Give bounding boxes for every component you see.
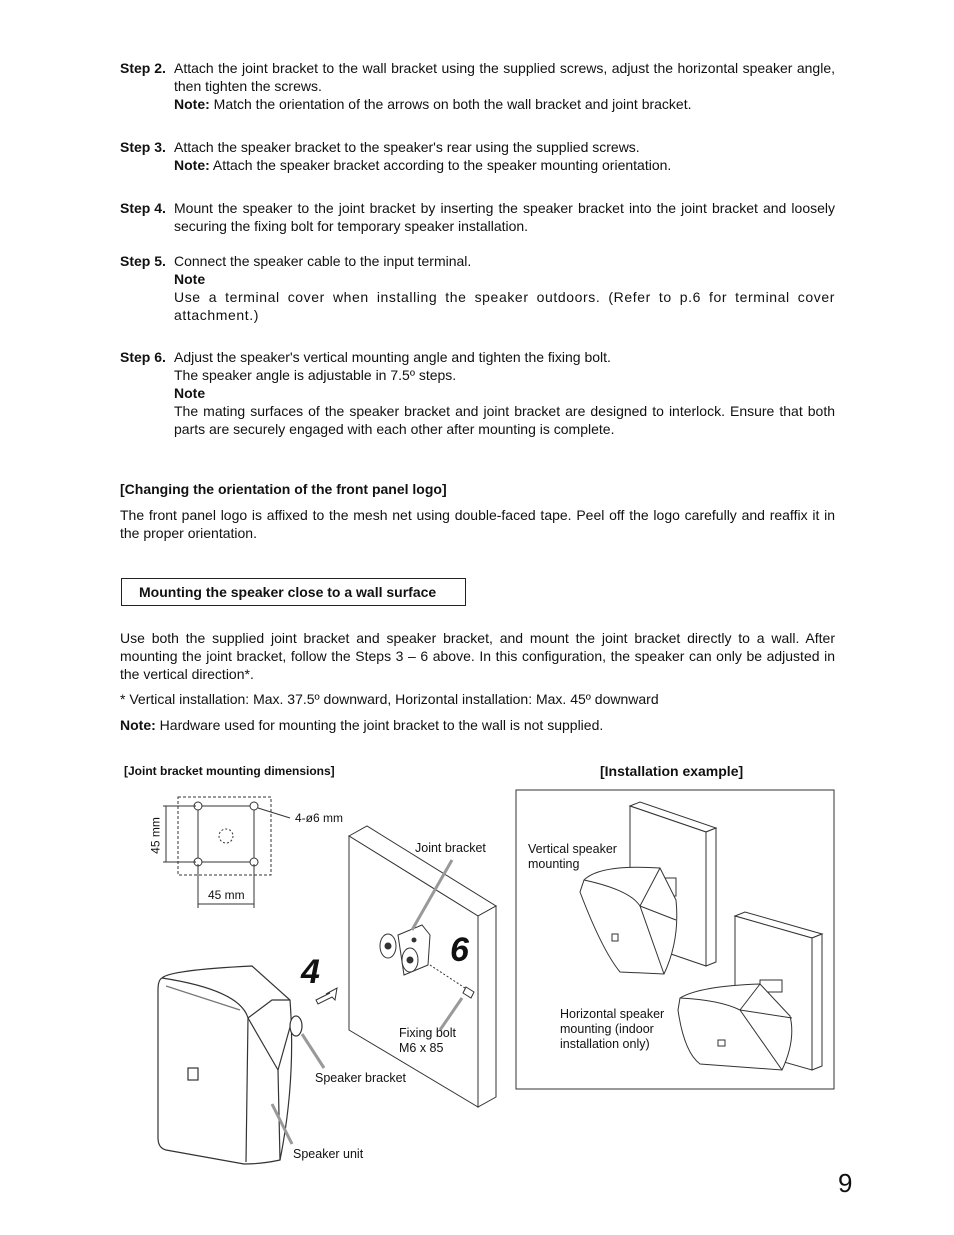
step-3-label: Step 3. [120,139,166,155]
step-5-label: Step 5. [120,253,166,269]
speaker-bracket-label: Speaker bracket [315,1071,407,1085]
wall-section-text: Use both the supplied joint bracket and speaker bracket, and mount the joint bracket directly to a wall. After mounting the joint bracket, follow the Steps 3 – 6 above. In this configuration, the speaker can only be adjusted in the vertical direction*. [120,630,835,682]
page-number: 9 [838,1168,853,1198]
step-3-note-label: Note: [174,157,210,173]
step-3-text: Attach the speaker bracket to the speaker's rear using the supplied screws. [174,139,640,155]
hole-diameter-label: 4-ø6 mm [295,811,343,825]
step-3-note-text: Attach the speaker bracket according to the speaker mounting orientation. [209,157,672,173]
wall-section-note-label: Note: [120,717,156,733]
speaker-bracket-leader [302,1034,324,1068]
speaker-unit-label: Speaker unit [293,1147,364,1161]
horizontal-mounting-label-3: installation only) [560,1037,650,1051]
step-5-note-text: Use a terminal cover when installing the speaker outdoors. (Refer to p.6 for terminal cover attachment.) [174,289,835,323]
horizontal-mounting-label-1: Horizontal speaker [560,1007,665,1021]
fixing-bolt-label: Fixing bolt [399,1026,456,1040]
step-6-text-2: The speaker angle is adjustable in 7.5º steps. [174,367,457,383]
step-6-label: Step 6. [120,349,166,365]
vertical-mounting-label-1: Vertical speaker [528,842,617,856]
horizontal-mounting-label-2: mounting (indoor [560,1022,654,1036]
step-4-label: Step 4. [120,200,166,216]
step-5-note-label: Note [174,271,206,287]
step-4-text: Mount the speaker to the joint bracket by inserting the speaker bracket into the joint bracket and loosely securing the fixing bolt for temporary speaker installation. [174,200,835,234]
step-5-text: Connect the speaker cable to the input terminal. [174,253,472,269]
vertical-mounting-label-2: mounting [528,857,580,871]
joint-bracket-dimensions-title: [Joint bracket mounting dimensions] [124,764,335,778]
step-6-callout: 6 [450,931,469,969]
speaker-unit [158,966,302,1164]
step-2-text: Attach the joint bracket to the wall bracket using the supplied screws, adjust the horizontal speaker angle, then tighten the screws. [174,60,835,94]
fixing-bolt-size-label: M6 x 85 [399,1041,444,1055]
logo-section-text: The front panel logo is affixed to the mesh net using double-faced tape. Peel off the logo carefully and reaffix it in the proper orientation. [120,507,835,541]
wall-section-footnote: * Vertical installation: Max. 37.5º downward, Horizontal installation: Max. 45º downward [120,691,659,707]
joint-bracket-label: Joint bracket [415,841,486,855]
step-2-note-text: Match the orientation of the arrows on both the wall bracket and joint bracket. [209,96,692,112]
step-6-note-text: The mating surfaces of the speaker bracket and joint bracket are designed to interlock. Ensure that both parts are securely engaged with each other after mounting is complete. [174,403,835,437]
wall-section-note-text: Hardware used for mounting the joint bracket to the wall is not supplied. [155,717,604,733]
step-6-note-label: Note [174,385,206,401]
step-6-text: Adjust the speaker's vertical mounting angle and tighten the fixing bolt. [174,349,611,365]
installation-example-title: [Installation example] [600,763,744,779]
vertical-mounting-drawing [580,802,716,974]
step-4-callout: 4 [301,953,320,991]
dimension-horizontal-label: 45 mm [208,888,245,902]
dimension-vertical-label: 45 mm [148,817,163,854]
wall-section-heading: Mounting the speaker close to a wall surface [121,578,466,606]
step-2-note-label: Note: [174,96,210,112]
logo-section-heading: [Changing the orientation of the front panel logo] [120,481,447,497]
step-2-label: Step 2. [120,60,166,76]
